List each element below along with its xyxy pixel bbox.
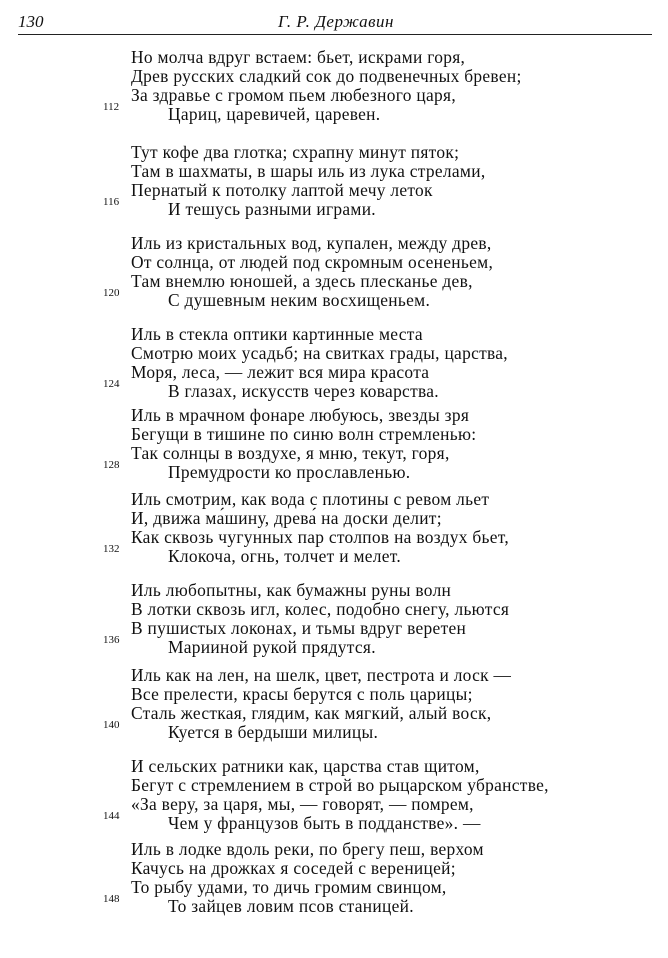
line-number: 128 <box>103 459 120 471</box>
verse-line: «За веру, за царя, мы, — говорят, — помрем, <box>131 794 474 814</box>
verse-line: В пушистых локонах, и тьмы вдруг веретен <box>131 618 467 638</box>
line-number: 136 <box>103 634 120 646</box>
verse-line: Там в шахматы, в шары иль из лука стрелами, <box>131 161 486 181</box>
verse-line: В лотки сквозь игл, колес, подобно снегу, льются <box>131 599 510 619</box>
verse-line: Там внемлю юношей, а здесь плесканье дев, <box>131 271 473 291</box>
verse-line: Иль из кристальных вод, купален, между древ, <box>131 233 492 253</box>
verse-line: Цариц, царевичей, царевен. <box>168 104 381 124</box>
verse-line: Все прелести, красы берутся с поль царицы; <box>131 684 473 704</box>
verse-line: Пернатый к потолку лаптой мечу леток <box>131 180 433 200</box>
verse-line: С душевным неким восхищеньем. <box>168 290 431 310</box>
verse-line: Клокоча, огнь, толчет и мелет. <box>168 546 402 566</box>
verse-line: Но молча вдруг встаем: бьет, искрами горя, <box>131 47 466 67</box>
verse-line: Моря, леса, — лежит вся мира красота <box>131 362 430 382</box>
verse-line: Марииной рукой прядутся. <box>168 637 376 657</box>
verse-line: Иль в лодке вдоль реки, по брегу пеш, верхом <box>131 839 484 859</box>
line-number: 148 <box>103 893 120 905</box>
verse-line: Древ русских сладкий сок до подвенечных бревен; <box>131 66 522 86</box>
line-number: 124 <box>103 378 120 390</box>
verse-line: В глазах, искусств через коварства. <box>168 381 439 401</box>
verse-line: Бегут с стремлением в строй во рыцарском убранстве, <box>131 775 549 795</box>
verse-line: Иль в мрачном фонаре любуюсь, звезды зря <box>131 405 470 425</box>
verse-line: То рыбу удами, то дичь громим свинцом, <box>131 877 447 897</box>
verse-line: Иль любопытны, как бумажны руны волн <box>131 580 452 600</box>
verse-line: Иль как на лен, на шелк, цвет, пестрота и лоск — <box>131 665 512 685</box>
verse-line: За здравье с громом пьем любезного царя, <box>131 85 456 105</box>
verse-line: Как сквозь чугунных пар столпов на воздух бьет, <box>131 527 510 547</box>
verse-line: Иль смотрим, как вода с плотины с ревом льет <box>131 489 490 509</box>
verse-line: Куется в бердыши милицы. <box>168 722 379 742</box>
verse-line: Тут кофе два глотка; схрапну минут пяток; <box>131 142 460 162</box>
verse-line: Иль в стекла оптики картинные места <box>131 324 423 344</box>
verse-line: Чем у французов быть в подданстве». — <box>168 813 481 833</box>
line-number: 120 <box>103 287 120 299</box>
verse-line: Премудрости ко прославленью. <box>168 462 411 482</box>
verse-line: Так солнцы в воздухе, я мню, текут, горя, <box>131 443 450 463</box>
page-number: 130 <box>18 12 44 31</box>
verse-line: И тешусь разными играми. <box>168 199 376 219</box>
line-number: 132 <box>103 543 120 555</box>
verse-line: Сталь жесткая, глядим, как мягкий, алый воск, <box>131 703 492 723</box>
verse-line: И сельских ратники как, царства став щитом, <box>131 756 480 776</box>
verse-line: Смотрю моих усадьб; на свитках грады, царства, <box>131 343 508 363</box>
line-number: 112 <box>103 101 120 113</box>
verse-line: То зайцев ловим псов станицей. <box>168 896 414 916</box>
verse-line: Качусь на дрожках я соседей с вереницей; <box>131 858 456 878</box>
running-head: Г. Р. Державин <box>278 12 394 31</box>
line-number: 116 <box>103 196 120 208</box>
verse-line: Бегущи в тишине по синю волн стремленью: <box>131 424 477 444</box>
verse-line: И, движа ма́шину, древа́ на доски делит; <box>131 508 442 528</box>
verse-line: От солнца, от людей под скромным осененьем, <box>131 252 494 272</box>
line-number: 144 <box>103 810 120 822</box>
line-number: 140 <box>103 719 120 731</box>
